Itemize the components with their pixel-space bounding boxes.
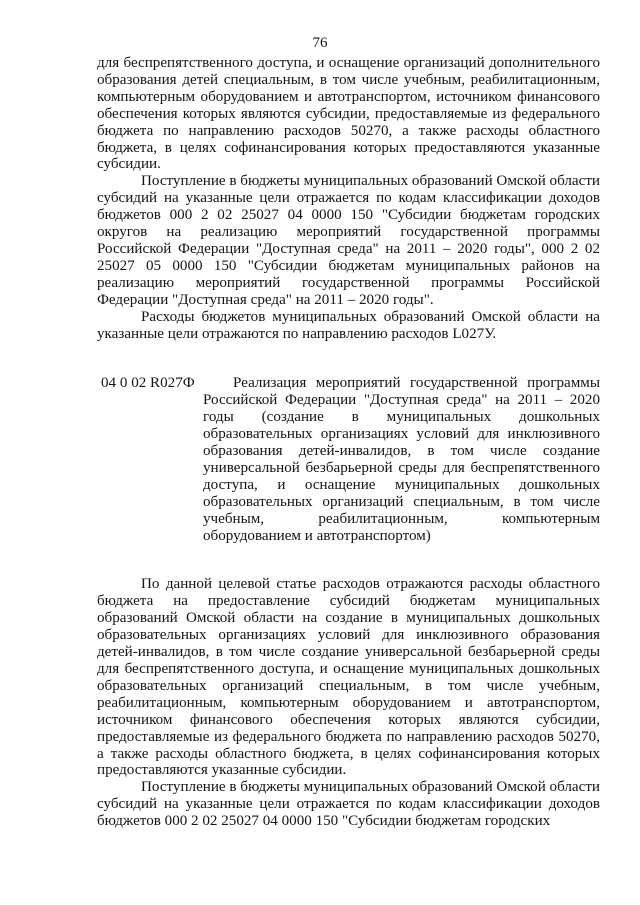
paragraph-continuation: для беспрепятственного доступа, и оснащение организаций дополнительного образования детей специальным, в том числе учебным, реабилитационным, компьютерным оборудованием и автотранспортом, источником финансового обеспечения которых являются субсидии, предоставляемые из федерального бюджета по направлению расходов 50270, а также расходы областного бюджета, в целях софинансирования которых предоставляются указанные субсидии.: [97, 55, 600, 173]
spacer: [97, 544, 600, 576]
target-article-description: Реализация мероприятий государственной программы Российской Федерации "Доступная среда" на 2011 – 2020 годы (создание в муниципальных дошкольных образовательных организациях условий для инклюзивного образования детей-инвалидов, в том числе создание универсальной безбарьерной среды для беспрепятственного доступа, и оснащение муниципальных дошкольных образовательных организаций специальным, в том числе учебным, реабилитационным, компьютерным оборудованием и автотранспортом): [203, 375, 600, 544]
spacer: [97, 342, 600, 375]
paragraph-income-codes-2: Поступление в бюджеты муниципальных образований Омской области субсидий на указанные цели отражается по кодам классификации доходов бюджетов 000 2 02 25027 04 0000 150 "Субсидии бюджетам городских: [97, 779, 600, 830]
paragraph-expense-direction: Расходы бюджетов муниципальных образований Омской области на указанные цели отражаются по направлению расходов L027У.: [97, 308, 600, 342]
target-article-code: 04 0 02 R027Ф: [101, 375, 195, 392]
target-article-entry: [97, 375, 600, 544]
paragraph-income-codes: Поступление в бюджеты муниципальных образований Омской области субсидий на указанные цели отражается по кодам классификации доходов бюджетов 000 2 02 25027 04 0000 150 "Субсидии бюджетам городских округов на реализацию мероприятий государственной программы Российской Федерации "Доступная среда" на 2011 – 2020 годы", 000 2 02 25027 05 0000 150 "Субсидии бюджетам муниципальных районов на реализацию мероприятий государственной программы Российской Федерации "Доступная среда" на 2011 – 2020 годы".: [97, 173, 600, 308]
document-body: [97, 55, 600, 830]
paragraph-article-expenses: По данной целевой статье расходов отражаются расходы областного бюджета на предоставление субсидий бюджетам муниципальных образований Омской области на создание в муниципальных дошкольных образовательных организациях условий для инклюзивного образования детей-инвалидов, в том числе создание универсальной безбарьерной среды для беспрепятственного доступа, и оснащение муниципальных дошкольных образовательных организаций специальным, в том числе учебным, реабилитационным, компьютерным оборудованием и автотранспортом, источником финансового обеспечения которых являются субсидии, предоставляемые из федерального бюджета по направлению расходов 50270, а также расходы областного бюджета, в целях софинансирования которых предоставляются указанные субсидии.: [97, 576, 600, 779]
page-number: 76: [312, 35, 328, 51]
